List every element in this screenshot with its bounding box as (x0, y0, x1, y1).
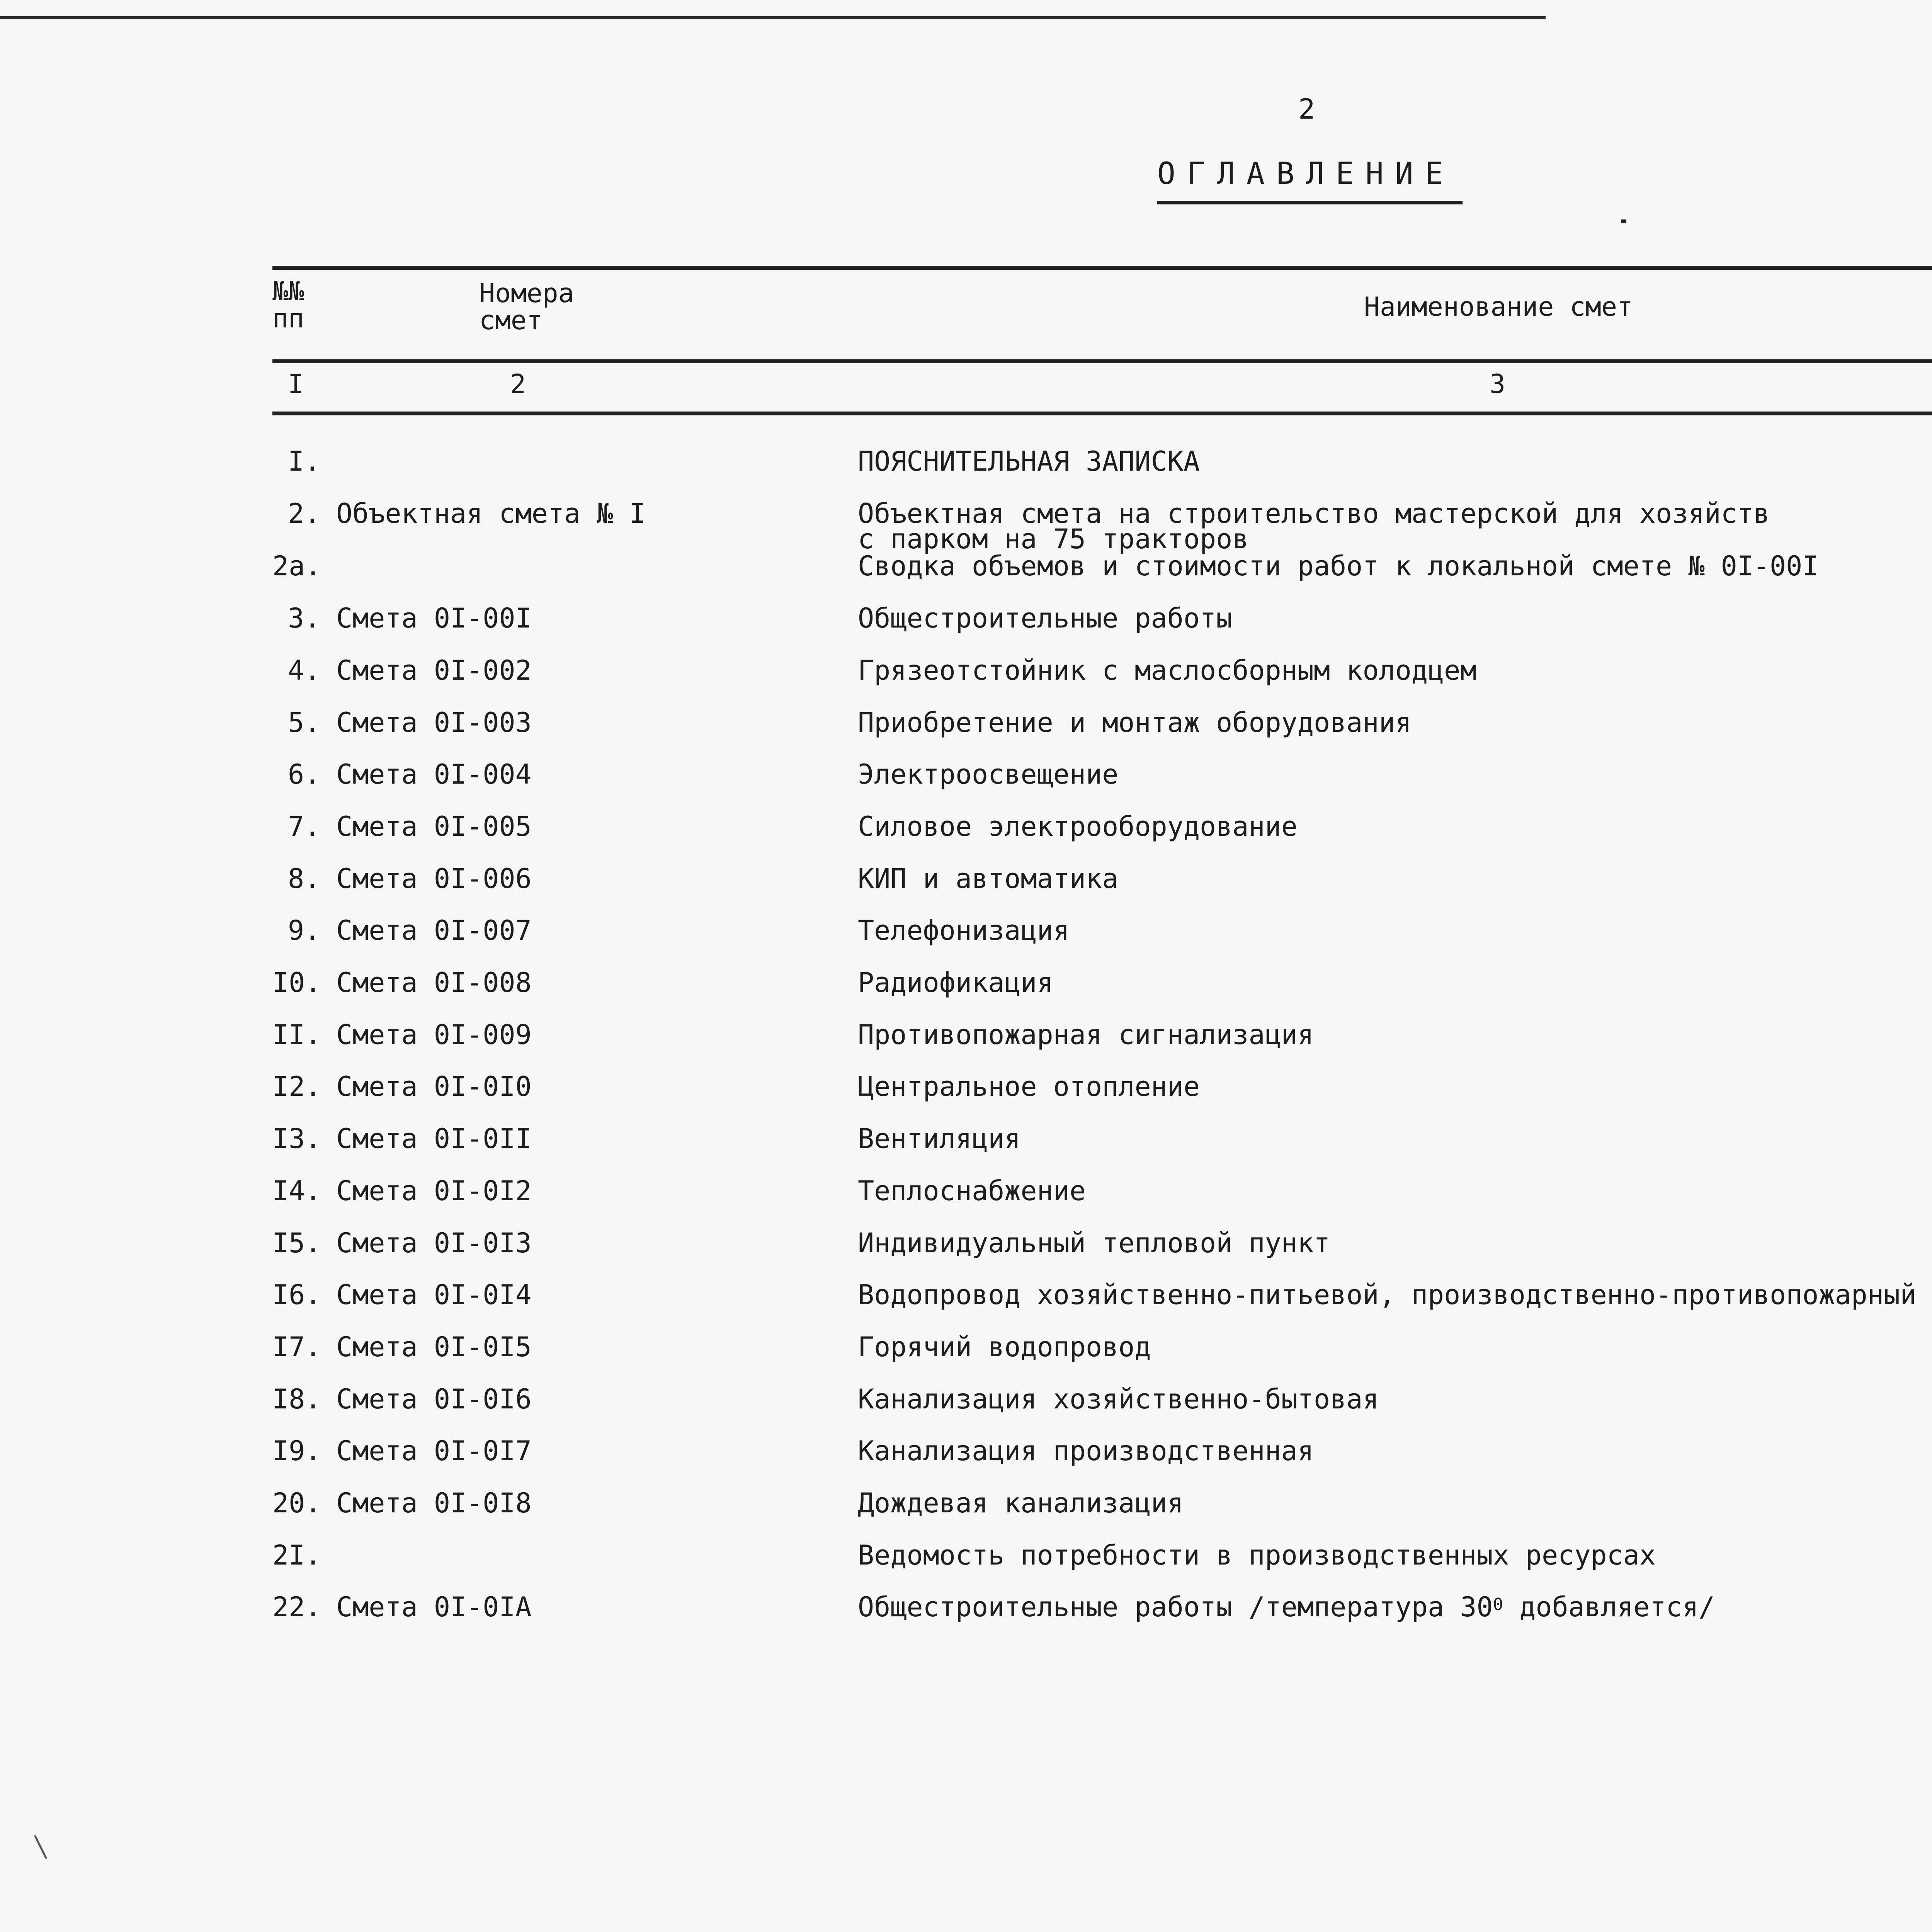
margin-tick-mark (31, 1832, 54, 1862)
row-name: Вентиляция (858, 1123, 1021, 1155)
row-number: I8. (272, 1383, 321, 1415)
row-number: I7. (272, 1331, 321, 1363)
colnum-1: I (288, 369, 304, 400)
row-estimate: Смета 0I-0I7 (336, 1435, 532, 1467)
row-number: 8. (288, 862, 321, 895)
row-name: Противопожарная сигнализация (858, 1019, 1314, 1051)
row-name: Грязеотстойник с маслосборным колодцем (858, 654, 1477, 686)
colnum-2: 2 (510, 369, 526, 400)
row-name-line2: с парком на 75 тракторов (858, 523, 1249, 555)
row-estimate: Смета 0I-0I5 (336, 1331, 532, 1363)
row-number: 7. (288, 810, 321, 842)
row-name: Радиофикация (858, 967, 1053, 998)
row-name: Сводка объемов и стоимости работ к локальной смете № 0I-00I (858, 550, 1819, 582)
row-name (858, 1591, 1715, 1623)
row-name: ПОЯСНИТЕЛЬНАЯ ЗАПИСКА (858, 446, 1200, 477)
row-name: Индивидуальный тепловой пункт (858, 1227, 1330, 1259)
top-edge-line (0, 16, 1546, 19)
header-col2-line2: смет (479, 305, 543, 336)
row-number: I. (288, 446, 321, 477)
table-header-rule (272, 359, 1932, 363)
stray-dot (1621, 219, 1626, 223)
row-name: Силовое электрооборудование (858, 810, 1298, 842)
row-number: I3. (272, 1123, 321, 1155)
page-title: ОГЛАВЛЕНИЕ (1157, 156, 1455, 191)
row-estimate: Смета 0I-00I (336, 602, 532, 634)
row-number: 2. (288, 497, 321, 529)
row-name: Канализация хозяйственно-бытовая (858, 1383, 1379, 1415)
row-estimate: Смета 0I-006 (336, 862, 532, 895)
row-estimate: Смета 0I-002 (336, 654, 532, 686)
row-number: 22. (272, 1591, 321, 1623)
row-name: Канализация производственная (858, 1435, 1314, 1467)
row-number: I9. (272, 1435, 321, 1467)
row-estimate: Смета 0I-0I2 (336, 1175, 532, 1207)
row-name: Теплоснабжение (858, 1175, 1086, 1207)
row-name: Телефонизация (858, 915, 1070, 947)
row-number: I0. (272, 967, 321, 998)
row-name: Центральное отопление (858, 1071, 1200, 1103)
row-name: Горячий водопровод (858, 1331, 1151, 1363)
row-name: Объектная смета на строительство мастерской для хозяйств (858, 497, 1770, 529)
row-estimate: Смета 0I-0IА (336, 1591, 532, 1623)
row-estimate: Смета 0I-008 (336, 967, 532, 998)
row-estimate: Смета 0I-0I4 (336, 1279, 532, 1311)
row-number: 4. (288, 654, 321, 686)
row-name: Приобретение и монтаж оборудования (858, 706, 1412, 738)
row-estimate: Смета 0I-009 (336, 1019, 532, 1051)
row-estimate: Объектная смета № I (336, 497, 646, 529)
colnum-3: 3 (1490, 369, 1505, 400)
row-number: I4. (272, 1175, 321, 1207)
row-number: 3. (288, 602, 321, 634)
row-estimate: Смета 0I-0I8 (336, 1487, 532, 1519)
row-name: Водопровод хозяйственно-питьевой, производственно-противопожарный (858, 1279, 1917, 1311)
row-name: Дождевая канализация (858, 1487, 1184, 1519)
header-col2-line1: Номера (479, 278, 574, 309)
header-col1-line1: №№ (272, 276, 304, 307)
row-number: 2I. (272, 1539, 321, 1571)
row-estimate: Смета 0I-0I0 (336, 1071, 532, 1103)
row-name-superscript: 0 (1493, 1595, 1503, 1615)
row-number: 2а. (272, 550, 321, 582)
table-colnum-rule (272, 412, 1932, 415)
page-number: 2 (1298, 93, 1315, 125)
row-estimate: Смета 0I-0I6 (336, 1383, 532, 1415)
row-estimate: Смета 0I-003 (336, 706, 532, 738)
row-estimate: Смета 0I-004 (336, 759, 532, 791)
row-number: 20. (272, 1487, 321, 1519)
header-col3: Наименование смет (1364, 292, 1633, 322)
row-name: Электроосвещение (858, 759, 1119, 791)
row-estimate: Смета 0I-0I3 (336, 1227, 532, 1259)
row-number: I6. (272, 1279, 321, 1311)
row-number: 5. (288, 706, 321, 738)
title-underline (1157, 201, 1463, 204)
row-name: Ведомость потребности в производственных ресурсах (858, 1539, 1656, 1571)
row-estimate: Смета 0I-007 (336, 915, 532, 947)
row-name: Общестроительные работы (858, 602, 1233, 634)
row-estimate: Смета 0I-0II (336, 1123, 532, 1155)
row-number: 6. (288, 759, 321, 791)
row-number: I2. (272, 1071, 321, 1103)
header-col1-line2: пп (272, 303, 304, 334)
row-estimate: Смета 0I-005 (336, 810, 532, 842)
table-top-rule (272, 266, 1932, 270)
row-number: 9. (288, 915, 321, 947)
row-number: II. (272, 1019, 321, 1051)
row-name: КИП и автоматика (858, 862, 1119, 895)
row-name-tail: добавляется/ (1503, 1591, 1715, 1623)
row-number: I5. (272, 1227, 321, 1259)
row-name-main: Общестроительные работы /температура 30 (858, 1591, 1493, 1623)
